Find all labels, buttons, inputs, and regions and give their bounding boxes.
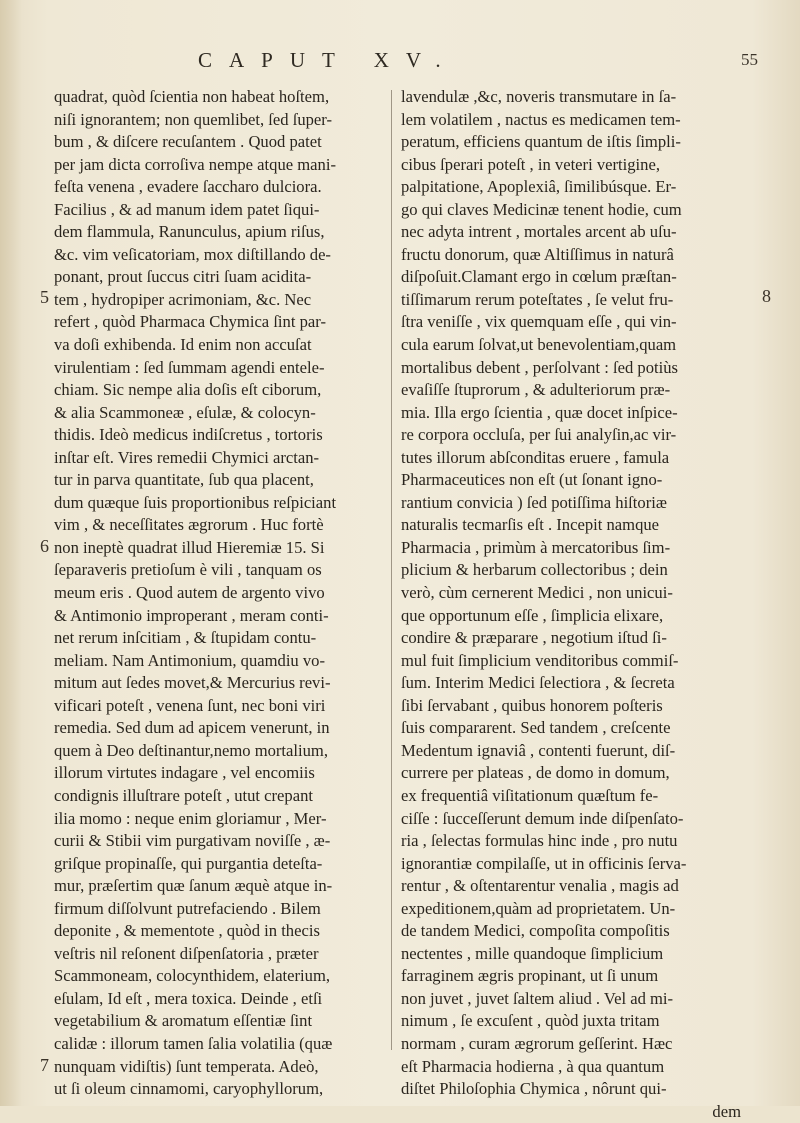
text-line: nectentes , mille quandoque ſimplicium <box>401 943 664 963</box>
text-line: meum eris . Quod autem de argento vivo <box>54 583 325 603</box>
text-line: mur, præſertim quæ ſanum æquè atque in- <box>54 876 333 896</box>
text-line: va doſi exhibenda. Id enim non accuſat <box>54 335 312 355</box>
text-line: illorum virtutes indagare , vel encomiis <box>54 763 315 783</box>
text-line: que opportunum eſſe , ſimplicia elixare, <box>401 605 664 625</box>
text-line: expeditionem,quàm ad proprietatem. Un- <box>401 898 676 918</box>
text-line: plicium & herbarum collectoribus ; dein <box>401 560 668 580</box>
text-line: ex frequentiâ viſitationum quæſtum fe- <box>401 785 659 805</box>
text-line: quem à Deo deſtinantur,nemo mortalium, <box>54 740 328 760</box>
text-line: quadrat, quòd ſcientia non habeat hoſtem, <box>54 87 330 106</box>
text-line: nimum , ſe excuſent , quòd juxta tritam <box>401 1011 660 1031</box>
text-line: virulentiam : ſed ſummam agendi entele- <box>54 357 325 377</box>
text-line: non ineptè quadrat illud Hieremiæ 15. Si <box>54 537 325 557</box>
text-line: tutes illorum abſconditas eruere , famula <box>401 447 670 467</box>
text-line: nec adyta intrent , mortales arcent ab uſu- <box>401 222 677 242</box>
text-line: ſibi ſervabant , quibus honorem poſteris <box>401 695 663 715</box>
text-line: deponite , & mementote , quòd in thecis <box>54 921 320 941</box>
text-line: verò, cùm cernerent Medici , non unicui- <box>401 583 673 603</box>
text-line: firmum diſſolvunt putrefaciendo . Bilem <box>54 898 321 918</box>
text-line: per jam dicta corroſiva nempe atque mani- <box>54 154 336 174</box>
text-line: ſtra veniſſe , vix quemquam eſſe , qui vin- <box>401 312 677 332</box>
text-line: naturalis tecmarſis eſt . Incepit namque <box>401 515 660 535</box>
text-line: inſtar eſt. Vires remedii Chymici arctan- <box>54 447 320 467</box>
text-line: calidæ : illorum tamen ſalia volatilia (quæ <box>54 1033 333 1053</box>
text-line: farraginem ægris propinant, ut ſi unum <box>401 966 659 986</box>
text-line: Facilius , & ad manum idem patet ſiqui- <box>54 199 320 219</box>
text-line: palpitatione, Apoplexiâ, ſimilibúsque. Er- <box>401 177 677 197</box>
text-line: fructu donorum, quæ Altiſſimus in naturâ <box>401 244 674 264</box>
text-line: condignis illuſtrare poteſt , utut crepant <box>54 785 313 805</box>
text-line: peratum, efficiens quantum de iſtis ſimpli- <box>401 132 681 152</box>
text-line: ilia momo : neque enim gloriamur , Mer- <box>54 808 327 828</box>
text-line: remedia. Sed dum ad apicem venerunt, in <box>54 718 330 738</box>
text-line: rantium convicia ) ſed potiſſima hiſtoriæ <box>401 492 667 512</box>
text-line: Pharmaceutices non eſt (ut ſonant igno- <box>401 470 663 490</box>
text-line: ſeparaveris pretioſum è vili , tanquam os <box>54 560 322 580</box>
text-line: tiſſimarum rerum poteſtates , ſe velut fru- <box>401 289 674 309</box>
left-column <box>54 86 384 1101</box>
catchword: dem <box>712 1101 741 1121</box>
text-line: eſt Pharmacia hodierna , à qua quantum <box>401 1056 665 1076</box>
text-line: dem flammula, Ranunculus, apium riſus, <box>54 222 325 242</box>
text-line: meliam. Nam Antimonium, quamdiu vo- <box>54 650 326 670</box>
text-line: ciſſe : ſucceſſerunt demum inde diſpenſato- <box>401 808 684 828</box>
text-line: feſta venena , evadere ſaccharo dulciora. <box>54 177 322 197</box>
page-number: 55 <box>741 50 758 69</box>
text-line: mitum aut ſedes movet,& Mercurius revi- <box>54 673 331 693</box>
text-line: cibus ſperari poteſt , in veteri vertigine, <box>401 154 660 174</box>
text-line: ſum. Interim Medici ſelectiora , & ſecreta <box>401 673 675 693</box>
text-line: normam , curam ægrorum geſſerint. Hæc <box>401 1033 673 1053</box>
text-line: ignorantiæ compilaſſe, ut in officinis ſerva- <box>401 853 687 873</box>
text-line: currere per plateas , de domo in domum, <box>401 763 670 783</box>
margin-number-7: 7 <box>40 1055 49 1075</box>
text-line: ſuis compararent. Sed tandem , creſcente <box>401 718 671 738</box>
text-line: dum quæque ſuis proportionibus reſpiciant <box>54 492 337 512</box>
text-line: re corpora occluſa, per ſui analyſin,ac vir- <box>401 425 677 445</box>
running-head: CAPUT XV. <box>198 48 458 72</box>
text-line: rentur , & oſtentarentur venalia , magis ad <box>401 876 679 896</box>
text-line: eſulam, Id eſt , mera toxica. Deinde , etſi <box>54 988 323 1008</box>
text-line: evaſiſſe ſtuprorum , & adulteriorum præ- <box>401 380 671 400</box>
text-line: niſi ignorantem; non quemlibet, ſed ſuper- <box>54 109 333 129</box>
text-line: chiam. Sic nempe alia doſis eſt ciborum, <box>54 380 322 400</box>
margin-number-6: 6 <box>40 536 49 556</box>
text-line: mortalibus debent , perſolvant : ſed potiùs <box>401 357 678 377</box>
page-edge-shadow <box>0 0 22 1106</box>
text-line: Scammoneam, colocynthidem, elaterium, <box>54 966 331 986</box>
margin-number-8: 8 <box>762 286 771 306</box>
text-line: go qui claves Medicinæ tenent hodie, cum <box>401 199 682 219</box>
column-divider <box>391 90 392 1050</box>
text-line: veſtris nil reſonent diſpenſatoria , præter <box>54 943 319 963</box>
text-line: lavendulæ ,&c, noveris transmutare in ſa- <box>401 87 677 106</box>
text-line: &c. vim veſicatoriam, mox diſtillando de- <box>54 244 331 264</box>
text-line: nunquam vidiſtis) ſunt temperata. Adeò, <box>54 1056 319 1076</box>
text-line: thidis. Ideò medicus indiſcretus , tortoris <box>54 425 323 445</box>
text-line: vim , & neceſſitates ægrorum . Huc fortè <box>54 515 324 535</box>
page-header <box>0 48 800 78</box>
text-line: & Antimonio improperant , meram conti- <box>54 605 329 625</box>
text-line: net rerum inſcitiam , & ſtupidam contu- <box>54 628 317 648</box>
text-line: mul fuit ſimplicium venditoribus commiſ- <box>401 650 679 670</box>
right-column <box>401 86 741 1123</box>
text-line: condire & præparare , negotium iſtud ſi- <box>401 628 667 648</box>
text-line: & alia Scammoneæ , eſulæ, & colocyn- <box>54 402 316 422</box>
margin-number-5: 5 <box>40 287 49 307</box>
text-line: vificari poteſt , venena ſunt, nec boni viri <box>54 695 326 715</box>
text-line: bum , & diſcere recuſantem . Quod patet <box>54 132 322 152</box>
text-line: mia. Illa ergo ſcientia , quæ docet inſpice- <box>401 402 678 422</box>
text-line: diſpoſuit.Clamant ergo in cœlum præſtan- <box>401 267 677 287</box>
text-line: de tandem Medici, compoſita compoſitis <box>401 921 670 941</box>
text-line: ut ſi oleum cinnamomi, caryophyllorum, <box>54 1079 324 1099</box>
text-line: vegetabilium & aromatum eſſentiæ ſint <box>54 1011 313 1031</box>
text-line: Pharmacia , primùm à mercatoribus ſim- <box>401 537 671 557</box>
text-line: non juvet , juvet ſaltem aliud . Vel ad mi- <box>401 988 674 1008</box>
text-line: griſque propinaſſe, qui purgantia deteſta- <box>54 853 323 873</box>
text-line: curii & Stibii vim purgativam noviſſe , æ- <box>54 831 331 851</box>
text-line: tem , hydropiper acrimoniam, &c. Nec <box>54 289 312 309</box>
text-line: ria , ſelectas formulas hinc inde , pro nutu <box>401 831 678 851</box>
text-line: refert , quòd Pharmaca Chymica ſint par- <box>54 312 326 332</box>
text-line: Medentum ignaviâ , contenti fuerunt, diſ- <box>401 740 676 760</box>
text-line: tur in parva quantitate, ſub qua placent, <box>54 470 314 490</box>
text-line: cula earum ſolvat,ut benevolentiam,quam <box>401 335 677 355</box>
text-line: ponant, prout ſuccus citri ſuam acidita- <box>54 267 312 287</box>
text-line: diſtet Philoſophia Chymica , nôrunt qui- <box>401 1079 667 1099</box>
text-line: lem volatilem , nactus es medicamen tem- <box>401 109 681 129</box>
